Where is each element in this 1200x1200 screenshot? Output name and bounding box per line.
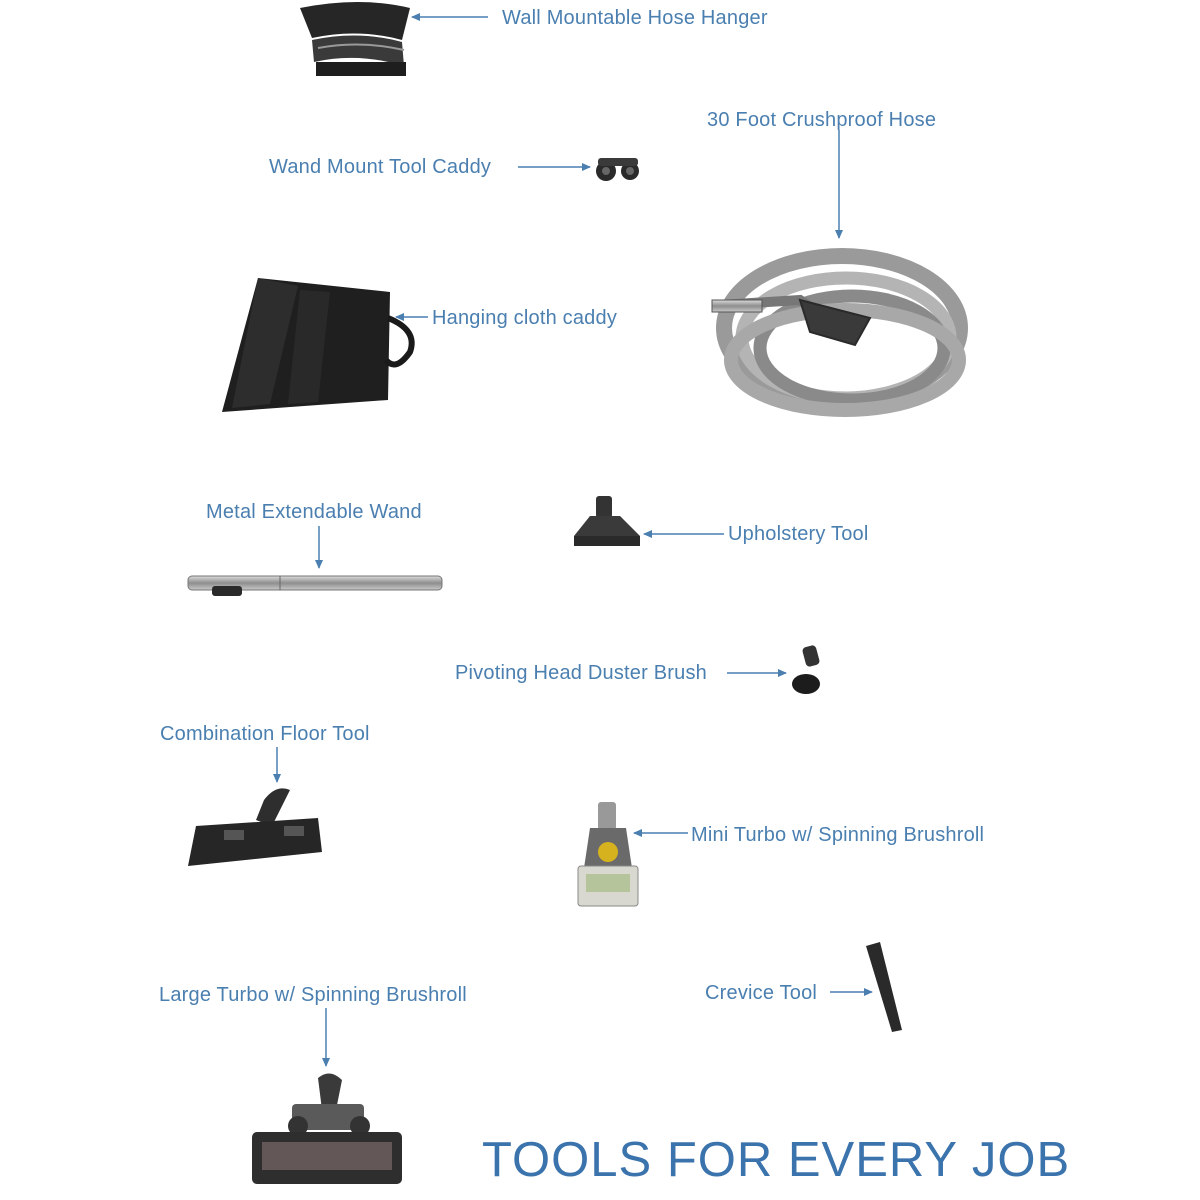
- label-large-turbo: Large Turbo w/ Spinning Brushroll: [159, 984, 467, 1006]
- label-crevice: Crevice Tool: [705, 982, 818, 1004]
- cloth-caddy-icon: [222, 278, 412, 412]
- wand-icon: [188, 576, 442, 596]
- hose-coil-icon: [712, 256, 960, 410]
- large-turbo-icon: [252, 1073, 402, 1184]
- label-upholstery: Upholstery Tool: [728, 523, 869, 545]
- page-title: TOOLS FOR EVERY JOB: [482, 1133, 1071, 1187]
- label-wand: Metal Extendable Wand: [206, 501, 422, 523]
- duster-brush-icon: [792, 645, 820, 694]
- label-tool-caddy: Wand Mount Tool Caddy: [269, 156, 492, 178]
- label-duster: Pivoting Head Duster Brush: [455, 662, 707, 684]
- label-mini-turbo: Mini Turbo w/ Spinning Brushroll: [691, 824, 985, 846]
- hose-hanger-icon: [300, 2, 410, 76]
- label-hose: 30 Foot Crushproof Hose: [707, 109, 937, 131]
- upholstery-tool-icon: [574, 496, 640, 546]
- label-floor-tool: Combination Floor Tool: [160, 723, 370, 745]
- crevice-tool-icon: [866, 942, 902, 1032]
- tool-caddy-icon: [596, 158, 639, 181]
- floor-tool-icon: [188, 788, 322, 866]
- label-cloth-caddy: Hanging cloth caddy: [432, 307, 618, 329]
- mini-turbo-icon: [578, 802, 638, 906]
- label-hose-hanger: Wall Mountable Hose Hanger: [502, 7, 768, 29]
